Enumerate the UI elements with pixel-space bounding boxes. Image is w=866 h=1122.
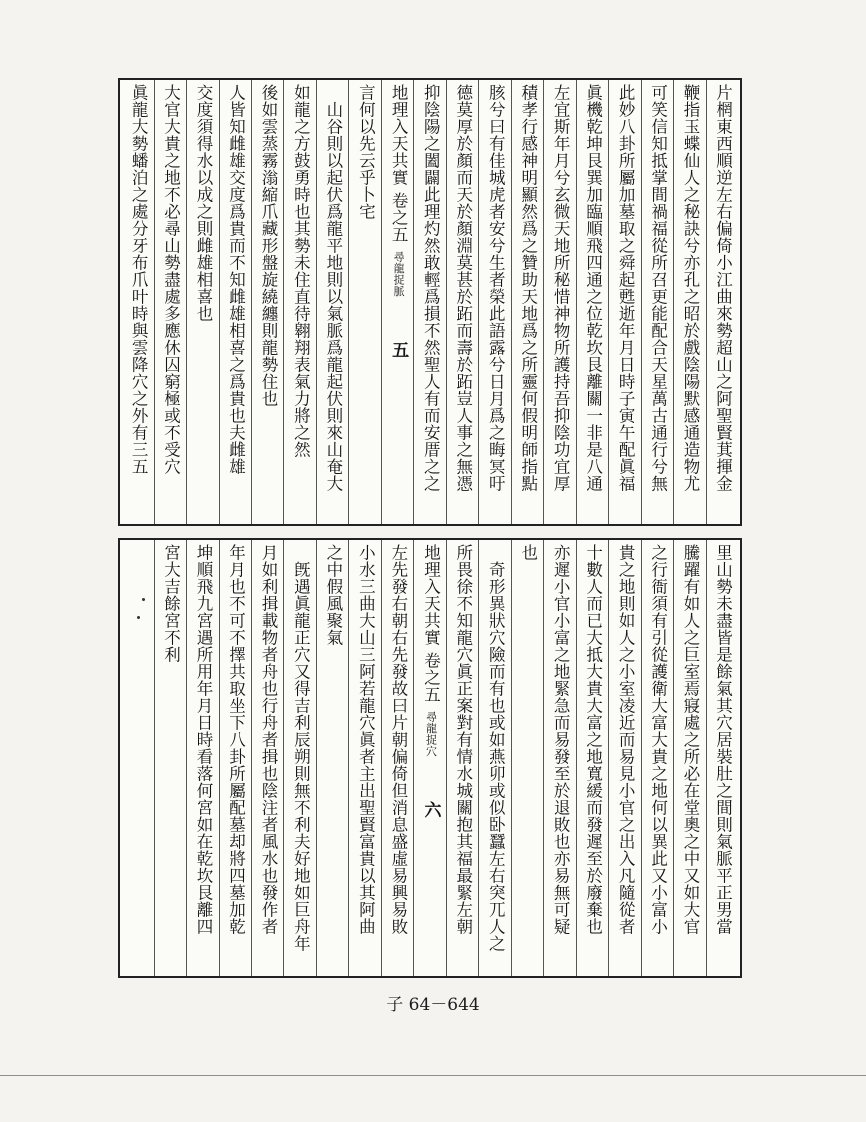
running-title: 地理入天共實 xyxy=(389,84,409,186)
section-label: 尋龍捉脈 xyxy=(392,251,406,297)
text-column xyxy=(348,540,380,976)
column-text: 眞機乾坤艮巽加臨順飛四通之位乾坎艮離關一非是八通 xyxy=(583,84,603,492)
column-text: 之中假風聚氣 xyxy=(323,544,343,646)
column-text: 此妙八卦所屬加墓取之舜起甦逝年月日時子寅午配眞福 xyxy=(616,84,636,492)
text-column xyxy=(122,540,153,976)
text-column xyxy=(478,540,510,976)
text-column xyxy=(413,80,445,524)
chapter-label: 卷之五 xyxy=(421,652,441,703)
column-text: 騰躍有如人之巨室焉寢處之所必在堂奧之中又如大官 xyxy=(681,544,701,935)
text-column xyxy=(186,540,218,976)
column-text: 山谷則以起伏爲龍平地則以氣脈爲龍起伏則來山奄大 xyxy=(323,84,343,492)
column-text: 亦遲小官小富之地緊急而易發至於退敗也亦易無可疑 xyxy=(551,544,571,935)
text-column xyxy=(413,540,445,976)
text-column xyxy=(283,80,315,524)
column-text: 如龍之方鼓勇時也其勢未住直待翱翔表氣力將之然 xyxy=(291,84,311,458)
text-column xyxy=(673,540,705,976)
text-column xyxy=(154,80,186,524)
column-text: 所畏徐不知龍穴眞正案對有情水城關抱其福最緊左朝 xyxy=(453,544,473,935)
text-column xyxy=(478,80,510,524)
text-column xyxy=(673,80,705,524)
column-text: 德莫厚於顏而天於顏淵莫甚於跖而壽於跖豈人事之無憑 xyxy=(453,84,473,492)
upper-columns xyxy=(120,80,740,524)
bottom-rule xyxy=(0,1075,866,1076)
section-label: 尋龍捉穴 xyxy=(424,711,438,757)
column-text: 交度須得水以成之則雌雄相喜也 xyxy=(194,84,214,322)
column-text: 抑陰陽之闔闢此理灼然敢輕爲損不然聖人有而安厝之之 xyxy=(421,84,441,492)
lower-columns xyxy=(120,540,740,976)
column-text: 里山勢未盡皆是餘氣其穴居裝肚之間則氣脈平正男當 xyxy=(713,544,733,935)
column-text: 言何以先云乎卜宅 xyxy=(356,84,376,220)
column-text: 小水三曲大山三阿若龍穴眞者主出聖賢富貴以其阿曲 xyxy=(356,544,376,935)
upper-text-panel xyxy=(118,78,742,526)
lower-text-panel xyxy=(118,538,742,978)
text-column xyxy=(219,540,251,976)
text-column xyxy=(706,540,738,976)
column-text: 年月也不可不擇共取坐下八卦所屬配墓却將四墓加乾 xyxy=(226,544,246,935)
text-column xyxy=(608,540,640,976)
column-text: 左先發右朝右先發故曰片朝偏倚但消息盛虛易興易敗 xyxy=(388,544,408,935)
column-text: 十數人而已大抵大貴大富之地寬緩而發遲至於廢棄也 xyxy=(583,544,603,935)
text-column xyxy=(543,80,575,524)
column-text: 鞭指玉蝶仙人之秘訣兮亦孔之昭於戲陰陽默感通造物尤 xyxy=(681,84,701,492)
text-column xyxy=(641,80,673,524)
text-column xyxy=(283,540,315,976)
text-column xyxy=(608,80,640,524)
folio-number: 五 xyxy=(388,341,409,359)
column-text: 胲兮曰有佳城虎者安兮生者榮此語露兮日月爲之晦冥吁 xyxy=(486,84,506,492)
column-text: 也 xyxy=(518,544,538,561)
text-column xyxy=(316,80,348,524)
text-column xyxy=(122,80,153,524)
text-column xyxy=(251,80,283,524)
text-column xyxy=(511,80,543,524)
text-column xyxy=(446,80,478,524)
text-column xyxy=(511,540,543,976)
text-column xyxy=(186,80,218,524)
text-column xyxy=(251,540,283,976)
page-identifier: 子 64－644 xyxy=(386,995,480,1015)
column-text: 宮大吉餘宮不利 xyxy=(161,544,181,663)
text-column xyxy=(706,80,738,524)
column-text: 可笑信知抵掌間禍福從所召更能配合天星萬古通行兮無 xyxy=(648,84,668,492)
column-text: 之行衙須有引從護衛大富大貴之地何以異此又小富小 xyxy=(648,544,668,935)
column-text: 奇形異狀穴險而有也或如燕卯或似卧蠶左右突兀人之 xyxy=(486,544,506,952)
column-text: 片棢東西順逆左右偏倚小江曲來勢超山之阿聖賢萁揮金 xyxy=(713,84,733,492)
text-column xyxy=(381,540,413,976)
text-column xyxy=(446,540,478,976)
text-column xyxy=(576,80,608,524)
margin-mark xyxy=(137,616,140,619)
column-text: 積孝行感神明顯然爲之贊助天地爲之所靈何假明師指點 xyxy=(518,84,538,492)
column-text: 眞龍大勢蟠泊之處分牙布爪叶時與雲降穴之外有三五 xyxy=(129,84,149,475)
text-column xyxy=(641,540,673,976)
folio-number: 六 xyxy=(420,801,441,819)
column-text: 旣遇眞龍正穴又得吉利辰朔則無不利夫好地如巨舟年 xyxy=(291,544,311,952)
column-text: 貴之地則如人之小室凌近而易見小官之出入凡隨從者 xyxy=(616,544,636,935)
column-text: 坤順飛九宮遇所用年月日時看落何宮如在乾坎艮離四 xyxy=(194,544,214,935)
text-column xyxy=(348,80,380,524)
column-text: 月如利揖載物者舟也行舟者揖也陰注者風水也發作者 xyxy=(258,544,278,935)
text-column xyxy=(381,80,413,524)
column-text: 左宜斯年月兮玄微天地所秘惜神物所護持吾抑陰功宜厚 xyxy=(551,84,571,492)
chapter-label: 卷之五 xyxy=(389,192,409,243)
text-column xyxy=(219,80,251,524)
running-title: 地理入天共實 xyxy=(421,544,441,646)
text-column xyxy=(316,540,348,976)
text-column xyxy=(154,540,186,976)
column-text: 後如雲蒸霧滃縮爪藏形盤旋繞纏則龍勢住也 xyxy=(258,84,278,407)
column-text: 人皆知雌雄交度爲貴而不知雌雄相喜之爲貴也夫雌雄 xyxy=(226,84,246,475)
margin-mark xyxy=(142,598,145,601)
text-column xyxy=(576,540,608,976)
text-column xyxy=(543,540,575,976)
column-text: 大官大貴之地不必尋山勢盡處多應休囚窮極或不受穴 xyxy=(161,84,181,475)
